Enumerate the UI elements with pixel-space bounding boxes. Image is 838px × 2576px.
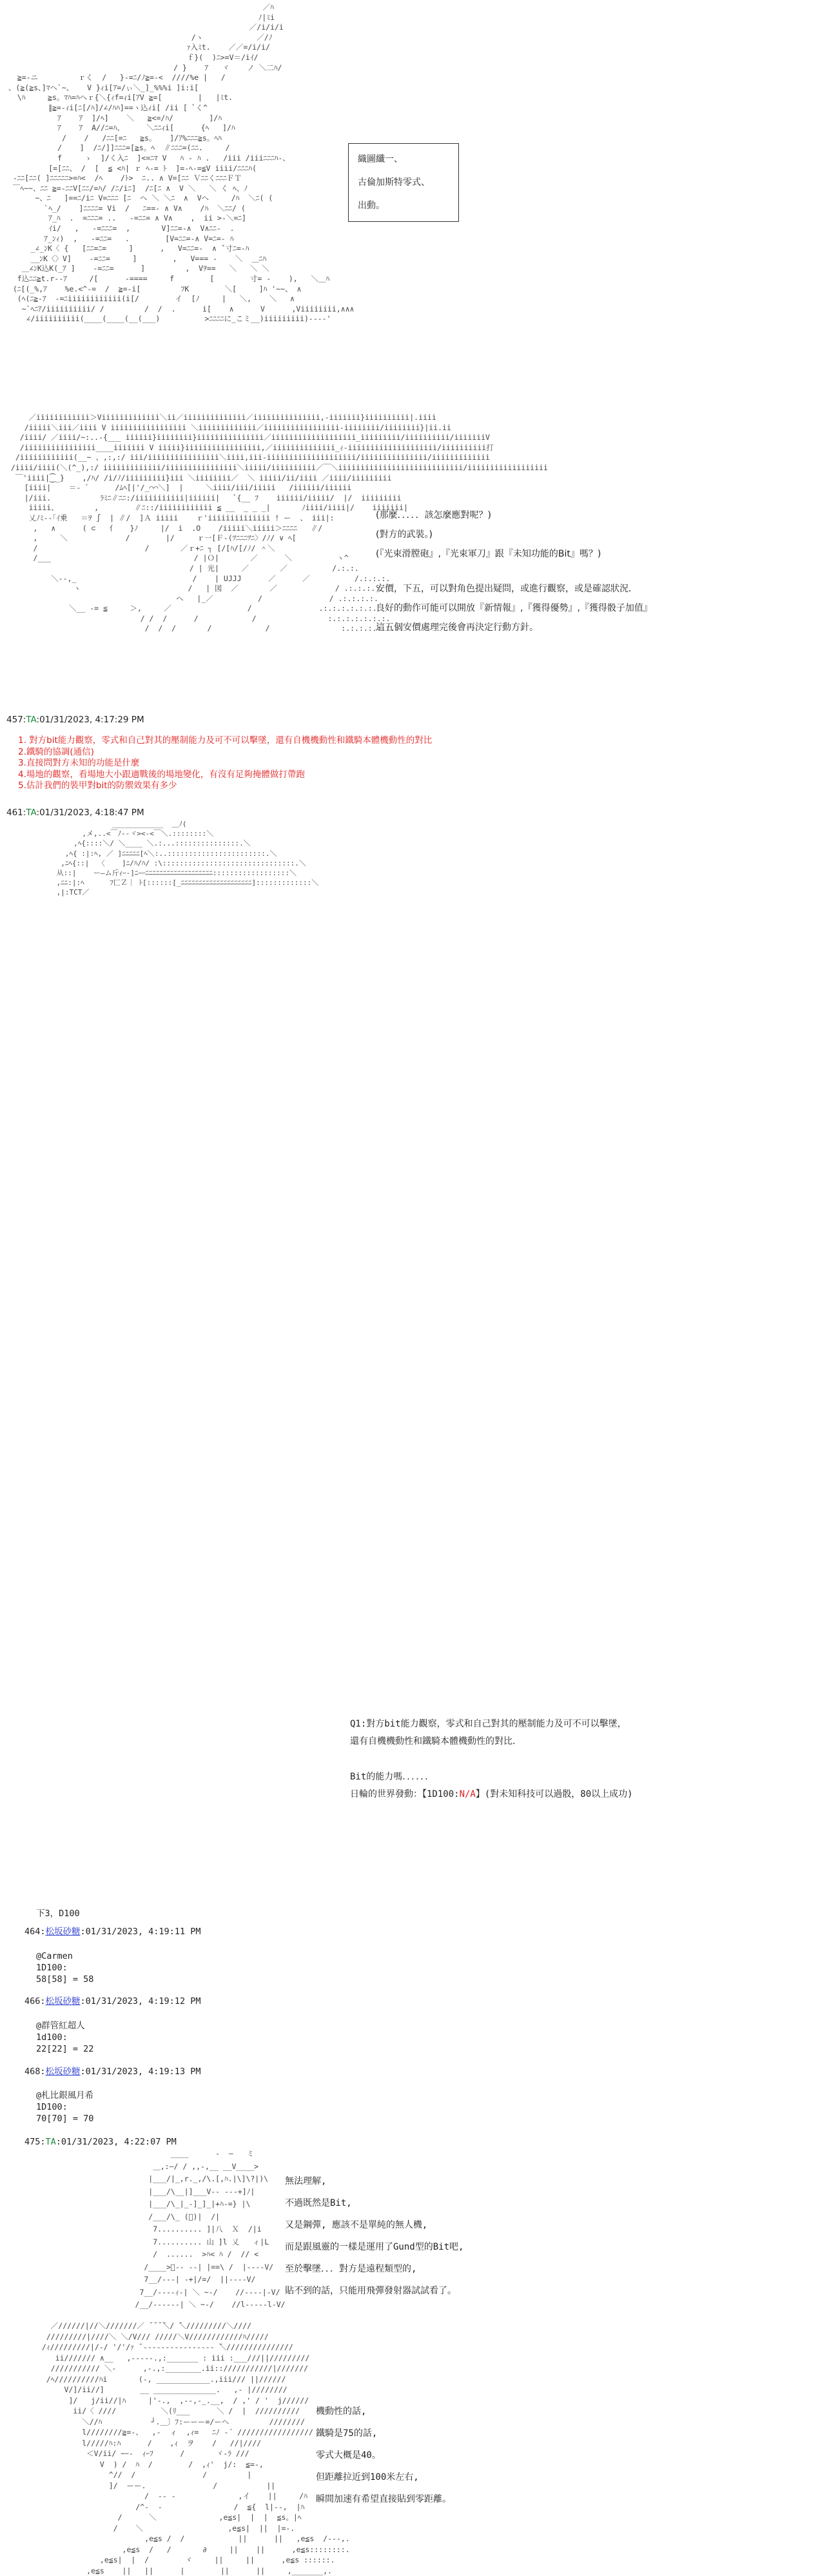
scene2-line: (對方的武裝。) [376, 530, 433, 540]
dice-line: 70[70] = 70 [36, 2114, 94, 2124]
post-475-line: 又是鋼彈, 應該不是單純的無人機, [285, 2220, 428, 2230]
post-number: 466: [24, 1996, 46, 2006]
ascii-art-closing-figure: ／//////|//＼///////／ ̄ ̄ ̄ ̄＼/ ̄＼/////////＼//// /////////|////＼ ＼/V/// /////＼V////////////ﾊ///// /ｨ/////////|/-/ '/'/ｧ ̄ ---------------- ̄＼/////////////// ii/////// ∧__ ,-----.,:_______ : iii :___///||///////// /////////// ＼- ,-.,:________.ii::///////////|/////// /ﾍ//////////ﾊi (-, ____________.,iii/// ||////// V/]/ii//] __ ______________. ,- |//////// ]/ j/ii//|ﾊ |'-., ,--,-_.__, / ,' / ' j////// ii/〈 //// ＼(ﾘ___ ＼ / | ////////// ＼//ﾊ ┘.＿〕ﾌ:ーーー=/ーヘ //////// l////////≧=-、 ,- ィ ,ｨ= ﾆﾉ -´ ///////////////// l/////ﾊ:ﾊ / ,ｨ ヲ / //|//// ＜V/ii/ ~ｰ- ｨｰﾌ / ヾ-ﾗ /// V ) / ﾊ / / ,ｨ' j/: ≦=-, ^// / / | ]/ ーー. / || / -- - ,イ || /ﾊ /^- - / ≦{ l|--, |ﾊ / ＼ ,e≦s| | | ≦s。|ﾍ / ＼ ,e≦s| || |=-. ,e≦s / / || || ,e≦s /---,. ,e≦s / / ∂ || || ,e≦s::::::::. ,e≦s| | / ヾ || || ,e≦s ::::::. ,e≦s || || | || || ,_______,. [41, 2321, 350, 2575]
dice-line: 1D100: [36, 1963, 68, 1973]
dice-line: 58[58] = 58 [36, 1974, 94, 1985]
caption-line-2: 古倫加斯特零式、 [358, 177, 430, 188]
list-item: 2.鐵騎的協調(通信) [18, 746, 94, 757]
dice-line: 22[22] = 22 [36, 2044, 94, 2054]
post-date: :01/31/2023, 4:19:11 PM [80, 1927, 201, 1937]
post-464-body [36, 1950, 93, 1985]
post-number: 461: [6, 807, 26, 818]
post-header-464 [24, 1927, 200, 1937]
post-475-line: 不過既然是Bit, [285, 2198, 352, 2208]
post-475-line: 而是跟風靈的一樣是運用了Gund型的Bit吧, [285, 2242, 464, 2252]
poster-name-link[interactable]: 松坂砂糖 [45, 1927, 81, 1937]
ascii-art-mecha-launch: ／ﾊ ﾉ|ﾐi ／/i/i/i /ヽ ／/ﾉ ｧ入ﾐt. ／／=/i/i/ ｆ}( )ﾆ>=V＝/iｲ/ / } ｱ ヾ ノ ＼二ﾊ/ ≧=-ニ ｒく / }-=ﾆ/ﾉ≧=-< ////%e | / 、(≧(≧s、]ﾏヘ`~、 V }ｨi[ｱ=/ぃ＼_]_%%%i ]i:i[ \ﾊ ≧s。ﾏﾊ=ﾊヘｒ{＼{ｨf=ｨi[ｱV ≧=[ | |ﾐt. ∥≧=-ｨi[ﾆ[/ﾊ]/∠/ﾊﾊ]==ヽ込ｨi[ /ii [ ﾞく^ ｱ ｱ ]/ﾍ] ＼ ≧<=/ﾊ/ ]/ﾊ ｱ ｱ A//ﾆ=ﾊ、 ＼ﾆﾆｨi[ {ﾍ ]/ﾊ / / /ﾆﾆ[=ﾆ ≧s。 ]/ｱ%ﾆﾆﾆ≧s。ﾍﾊ / ] /ﾆ/]]ﾆﾆﾆ=[≧s。ﾍ ∥ﾆﾆﾆ=(ﾆﾆ. / f ゝ ]/く入ﾆ ]<=ﾆﾏ V ﾊ - ﾊ . /iii /iiiﾆﾆﾆﾊ-、 [=[ﾆﾆ、 / [ ≦ <ﾊ| ｒ ﾍ-= ﾄ ]=-ﾍ-=≦V iiii/ﾆﾆﾆﾊ( -ﾆﾆ[ﾆﾆ( ]ﾆﾆﾆﾆﾆ>=ﾊ< /ﾍ /ﾄ> ﾆ.. ∧ V=[ﾆﾆ ＶﾆﾆくﾆﾆﾆＦＴ ￣ﾍ~~、ﾆﾆ ≧=-ﾆﾆV[ﾆﾆ/=ﾊ/ /ﾆ/iﾆ] /ﾆ[ﾆ ∧ V ＼ ＼ く ﾍ、ﾉ ~、ﾆ ]==ﾆ/iﾆ V=ﾆﾆﾆ [ﾆ ヘ ＼ ＼ﾆ ∧ Vヘ /ﾊ ＼ﾆ( ( `ﾍ_/ ]ﾆﾆﾆﾆ= Vi / ﾆ==- ∧ V∧ /ﾊ ＼ﾆﾆ/ ( ｱ_ﾊ . =ﾆﾆﾆ= .. -=ﾆﾆ= ∧ V∧ , ii >-＼=ﾆ] ｲi/ , -=ﾆﾆﾆ= , V]ﾆﾆ=-∧ V∧ﾆﾆ- . ｱ_ﾝｨ) , -=ﾆﾆ= . [V=ﾆﾆ=-∧ V=ﾆ=- ﾊ _∠_ﾝK〈 { [ﾆﾆ=ﾆ= ] , V=ﾆﾆ=- ∧ ˇ寸ﾆ=-ﾊ __ﾝK〈〉V] -=ﾆﾆ= ] , V=== - ＼ ＿ﾆﾊ ＿∠ﾝK込K(_ｱ ] -=ﾆﾆ= ] , Vｦ== ＼ ＼ ＼ f込ﾆﾆ≧t.r--ｱ /[ -==== f [ 寸= - ), ＼＿ﾊ (ﾆ[(_%,ｱ %e.<^-= / ≧=-i[ ﾌK ＼[ ]ﾊ '~~、 ∧ (ﾍ(ﾆ≧-ｱ -=ﾆiiiiiiiiiiii(i[/ イ [ﾉ | ＼, ＼ ∧ ~`ﾍﾆｱ/iiiiiiiiii/ / / / . i[ ∧ V ,Viiiiiiii,∧∧∧ ∠/iiiiiiiiii(____(____(__(___) >ﾆﾆﾆﾆに_こミ__)iiiiiiiii)----' [8, 3, 355, 324]
ascii-art-mecha-bit: ____________ ＿ﾉ( ,メ,..<￣ﾉ--ヾ><-<￣＼.::::::::＼ ,ﾍ{::::＼/ ＼____ ＼.:...:::::::::::::::.＼ ,ﾍ{ :|:ﾍ, ／ ]ﾆﾆﾆﾆﾆ[ﾍ＼:..:::::::::::::::::::::::.＼ ,ﾆﾍ{::| 〈 ]ﾆ/ﾊ/ﾊ/ :\:::::::::::::::::::::::::::::::.＼ 从::| ー―ム斤ｨｰ-]ﾆｰｰﾆﾆﾆﾆﾆﾆﾆﾆﾆﾆﾆﾆﾆﾆﾆﾆﾆﾆﾆ::::::::::::::::::＼ ,ﾆﾆ:|:ﾍ ﾌ匚Ｚ｜ ﾄ[::::::[_ﾆﾆﾆﾆﾆﾆﾆﾆﾆﾆﾆﾆﾆﾆﾆﾆﾆﾆﾆﾆ]:::::::::::::＼ ,|:TCT／ Q1:對方bit能力觀察，零式和自己對其的壓制能力及可不可以擊墜， 還有自機機動性和鐵騎本體機動性的對比． Bit的能力嗎．．．．．． 日輪的世界發動：【1D100:N/A】(對未知科技可以過骰，80以上成功) 下3，D100 464:松坂砂糖:01/31/2023, 4:19:11 PM @Carmen 1D100: 58[58] = 58 466:松坂砂糖:01/31/2023, 4:19:12 PM @群管紅超人 1d100: 22[22] = 22 468:松坂砂糖:01/31/2023, 4:19:13 PM @札比銀風月希 1D100: 70[70] = 70 475:TA:01/31/2023, 4:22:07 PM ____ - ― ミ ＿,:―/ ∕ ,,-,__ __V____> |___/|_,r._,/\.[,ﾊ.|\]\?|)\ |___/\__|]___V-- ---+]ﾉ| |___/\_|_-]_]_|+ﾊ-=} |\ /___/\_ (ﾞ)| /| 7.......... ]|八 Ｘ /|i 7.......... 山 ]l 乂 ィ|L / ...... >ﾊ< ﾊ / // < /____>ﾞ-- --| |==\ / |----V/ 7__/---| -+|/=/ ||----V/ 7__/----ｨ-| ＼ ~-/ //----|-V/ /__/------| ＼ ~-/ //l-----l-V/ 無法理解, 不過既然是Bit, 又是鋼彈, 應該不是單純的無人機, 而是跟風靈的一樣是運用了Gund型的Bit吧, 至於擊墜．．．對方是遠程類型的, 貼不到的話，只能用飛彈發射器試試看了。 ／//////|//＼///////／ ̄ ̄ ̄ ̄＼/ ̄＼/////////＼//// /////////|////＼ ＼/V/// /////＼V////////////ﾊ///// /ｨ/////////|/-/ '/'/ｧ ̄ ---------------- ̄＼/////////////// ii/////// ∧__ ,-----.,:_______ : iii :___///||///////// /////////// ＼- ,-.,:________.ii::///////////|/////// /ﾍ//////////ﾊi (-, ____________.,iii/// ||////// V/]/ii//] __ ______________. ,- |//////// ]/ j/ii//|ﾊ |'-., ,--,-_.__, / ,' / ' j////// ii/〈 //// ＼(ﾘ___ ＼ / | ////////// ＼//ﾊ ┘.＿〕ﾌ:ーーー=/ーヘ //////// l////////≧=-、 ,- ィ ,ｨ= ﾆﾉ -´ ///////////////// l/////ﾊ:ﾊ / ,ｨ ヲ / //|//// ＜V/ii/ ~ｰ- ｨｰﾌ / ヾ-ﾗ /// V ) / ﾊ / / ,ｨ' j/: ≦=-, ^// / / | ]/ ーー. / || / -- - ,イ || /ﾊ /^- - / ≦{ l|--, |ﾊ / ＼ ,e≦s| | | ≦s。|ﾍ / ＼ ,e≦s| || |=-. ,e≦s / / || || ,e≦s /---,. ,e≦s / / ∂ || || ,e≦s::::::::. ,e≦s| | / ヾ || || ,e≦s ::::::. ,e≦s || || | || || ,_______,. 機動性的話, 鐵騎是75的話, 零式大概是40。 但距離拉近到100米左右, 瞬間加速有希望直接貼到零距離。 [24, 820, 633, 2575]
post-457-list [18, 735, 432, 792]
poster-name: TA [45, 2137, 56, 2147]
poster-name-link[interactable]: 松坂砂糖 [45, 2066, 81, 2077]
post-475-line: 無法理解, [285, 2176, 327, 2186]
post-461-answer [350, 1716, 633, 1803]
ascii-art-pilot-thinking: ____ - ― ミ ＿,:―/ ∕ ,,-,__ __V____> |___/|_,r._,/\.[,ﾊ.|\]\?|)\ |___/\__|]___V-- ---+]ﾉ| |___/\_|_-]_]_|+ﾊ-=} |\ /___/\_ (ﾞ)| /| 7.......... ]|八 Ｘ /|i 7.......... 山 ]l 乂 ィ|L / ...... >ﾊ< ﾊ / // < /____>ﾞ-- --| |==\ / |----V/ 7__/---| -+|/=/ ||----V/ 7__/----ｨ-| ＼ ~-/ //----|-V/ /__/------| ＼ ~-/ //l-----l-V/ [135, 2149, 286, 2309]
post-475-line: 至於擊墜．．．對方是遠程類型的, [285, 2264, 417, 2274]
dice-line: @Carmen [36, 1951, 73, 1961]
caption-line-3: 出動。 [358, 201, 385, 211]
final-line: 鐵騎是75的話, [316, 2428, 378, 2439]
list-item: 3.直接問對方未知的功能是什麼 [18, 758, 140, 769]
dice-roll-line [350, 1786, 633, 1803]
dice-roll-suffix: 】(對未知科技可以過骰，80以上成功) [475, 1789, 633, 1799]
poster-name: TA [26, 715, 37, 725]
post-header-466 [24, 1997, 200, 2006]
post-466-body [36, 2020, 93, 2055]
answer-line [350, 1750, 633, 1762]
post-468-body [36, 2090, 93, 2125]
dice-line: @群管紅超人 [36, 2021, 85, 2031]
dice-line: 1D100: [36, 2102, 68, 2112]
caption-line-1: 織圖纖一、 [358, 154, 403, 164]
post-date: :01/31/2023, 4:22:07 PM [55, 2137, 177, 2147]
post-number: 457: [6, 715, 26, 725]
dice-roll-prefix: 日輪的世界發動：【1D100: [350, 1789, 460, 1799]
post-date: :01/31/2023, 4:17:29 PM [36, 715, 144, 725]
caption-box-launch [348, 143, 459, 222]
scene2-line: 安價，下五，可以對角色提出疑問，或進行觀察，或是確認狀況． [376, 584, 638, 594]
post-date: :01/31/2023, 4:18:47 PM [36, 807, 144, 818]
dice-roll-result: N/A [459, 1789, 476, 1799]
dice-line: @札比銀風月希 [36, 2090, 94, 2101]
post-header-461 [6, 807, 144, 818]
scene2-line: 良好的動作可能可以開放『新情報』,『獲得優勢』,『獲得骰子加值』 [376, 603, 652, 613]
post-number: 464: [24, 1927, 46, 1937]
post-header-475 [24, 2137, 177, 2147]
poster-name-link[interactable]: 松坂砂糖 [45, 1996, 81, 2006]
poster-name: TA [26, 807, 37, 818]
post-date: :01/31/2023, 4:19:13 PM [80, 2066, 201, 2077]
ascii-art-pilot-closeup: ／iiiiiiiiiiii＞Viiiiiiiiiiiii＼ii／iiiiiiiiiiiiii／iiiiiiiiiiiiiii,-iiiiiii}iiiiiiiiii|.iiii /iiiii＼iii／iiii V iiiiiiiiiiiiiiiii ＼iiiiiiiiiiiii／iiiiiiiiiiiiiiiii-iiiiiiii/iiiiiiii}|ii.ii /iiii/ ／iiii/~:..-{___ iiiiii}iiiiiiii}iiiiiiiiiiiiiii／iiiiiiiiiiiiiiiiiii_iiiiiiiii/iiiiiiiiii/iiiiiiiV /iiiiiiiiiiiiiiii____iiiiiii V iiiii}iiiiiiiiiiiiiiiii,／iiiiiiiiiiiiii_ｨ-iiiiiiiiiiiiiiiiiiii/iiiiiiiiii打 /iiiiiiiiiiii(__~ 、,:,:/ iii/iiiiiiiiiiiiiiii＼iiii,iii-iiiiiiiiiiiiiiiiiiii/iiiiiiiiiiiiiii/iiiiiiiiiiiii /iiii/iiii(＼(^_),:/ iiiiiiiiiiiii/iiiiiiiiiiiiiiii＼iiiii/iiiiiiiiii／￣＼iiiiiiiiiiiiiiiiiiiiiiiiiiii/iiiiiiiiiiiiiiiiii ￣'iiii|⁐_} ,/ﾊ/ /i/ﾉ/iiiiiiiii}iii ＼iiiiiiii／ ＼ iiiii/ii/iiii ／iiii/iiiiiiiii [iiii| ＝‐ ゛ /ﾑﾍ[|'/_⌒⌒＼] | ＼iiii/iii/iiiii /iiiiii/iiiiii |/iii. ﾗﾐﾆ∥ﾆﾆ:/iiiiiiiiiii|iiiiii| ﾞ{__ ﾌ iiiiii/iiiii/ |/ iiiiiiiii iiiii、 , ∥ﾆ::/iiiiiiiiiiii ≦ __ _ _ _| ﾉiiii/iiii|/ iiiiiii| 乂ﾉﾐ--｢ｲ乗 ＝ｦ ∫ | ∥/ ]Ａ iiiii ｒ'iiiiiiiiiiiiii ! ー 、 iii|: , ∧ ( ⊂ ⺅ }ﾉ |/ i .O /iiiii＼iiiii＞ﾆﾆﾆﾆ ∥/ , ＼ / |/ ｒ一[Ｆ-(ﾂﾆﾆﾆﾂﾆ〉/ﾉ/ ∨ ﾍ[ / / ／ｒ+ﾆ ┐ [/[ﾊ/[/ﾉ/ ＾＼ /___ / |Ｏ| ／ ＼ ヽ^ / | 光| ／ ／ /.:.:. ＼--,_ / | UJJJ ／ ／ /.:.:.:. ヽ / | 図 ／ ／ / .:.:.:.: ヘ |_／ / / .:.:.:.:. ＼__ -= ≦ ＞, ／ / .:.:.:.:.:.:. / / / / / :.:.:.:.:.:.:. / / / / / :.:.:.:.:.:.:. [10, 413, 548, 633]
answer-line: Bit的能力嗎．．．．．． [350, 1772, 434, 1782]
final-scene-text [316, 2401, 451, 2510]
post-header-457 [6, 715, 144, 725]
scene2-line: (那麼．．．．．該怎麼應對呢？) [376, 510, 491, 520]
final-line: 瞬間加速有希望直接貼到零距離。 [316, 2494, 451, 2504]
list-item: 1. 對方bit能力觀察，零式和自己對其的壓制能力及可不可以擊墜，還有自機機動性和鐵騎本體機動性的對比 [18, 735, 433, 746]
post-475-text [285, 2170, 463, 2302]
dice-line: 1d100: [36, 2032, 68, 2043]
post-475-line: 貼不到的話，只能用飛彈發射器試試看了。 [285, 2286, 456, 2296]
post-number: 468: [24, 2066, 46, 2077]
post-date: :01/31/2023, 4:19:12 PM [80, 1996, 201, 2006]
scene2-narration [376, 506, 652, 637]
final-line: 零式大概是40。 [316, 2450, 381, 2461]
scene2-line: (『光束滑膛砲』,『光束軍刀』跟『未知功能的Bit』嗎？) [376, 549, 601, 559]
final-line: 但距離拉近到100米左右, [316, 2472, 419, 2482]
post-header-468 [24, 2067, 200, 2077]
scene2-line: 這五個安價處理完後會再決定行動方針。 [376, 622, 538, 633]
answer-line: Q1:對方bit能力觀察，零式和自己對其的壓制能力及可不可以擊墜， [350, 1719, 627, 1729]
list-item: 4.場地的觀察，看場地大小跟適戰後的場地變化，有沒有足夠掩體做打帶跑 [18, 769, 305, 780]
final-line: 機動性的話, [316, 2406, 367, 2417]
post-461-footer: 下3，D100 [36, 1908, 80, 1919]
answer-line: 還有自機機動性和鐵騎本體機動性的對比． [350, 1736, 521, 1747]
list-item: 5.估計我們的裝甲對bit的防禦效果有多少 [18, 780, 177, 791]
post-number: 475: [24, 2137, 46, 2147]
scene2-line [376, 564, 652, 579]
